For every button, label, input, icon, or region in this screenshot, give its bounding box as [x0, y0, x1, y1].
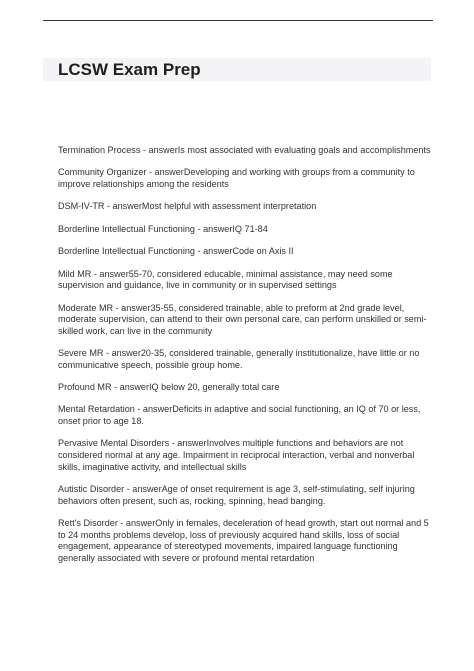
page-title: LCSW Exam Prep	[58, 60, 201, 79]
list-item: Borderline Intellectual Functioning - answerIQ 71-84	[58, 223, 268, 234]
list-item: Community Organizer - answerDeveloping and working with groups from a community to improve relationships among the residents	[58, 167, 415, 189]
list-item: Termination Process - answerIs most associated with evaluating goals and accomplishments	[58, 145, 431, 155]
list-item: Moderate MR - answer35-55, considered trainable, able to preform at 2nd grade level, moderate supervision, can attend to their own personal care, can perform unskilled or semi-skilled work, can live in the community	[58, 302, 427, 336]
list-item: Pervasive Mental Disorders - answerInvolves multiple functions and behaviors are not considered normal at any age. Impairment in reciprocal interaction, verbal and nonverbal skills, imaginative activity, and intellectual skills	[58, 438, 415, 472]
list-item: Severe MR - answer20-35, considered trainable, generally institutionalize, have little or no communicative speech, possible group home.	[58, 348, 420, 370]
list-item: Autistic Disorder - answerAge of onset requirement is age 3, self-stimulating, self injuring behaviors often present, such as, rocking, spinning, head banging.	[58, 484, 415, 506]
list-item: Profound MR - answerIQ below 20, generally total care	[58, 382, 280, 393]
flashcard-list	[58, 145, 433, 575]
header-divider	[43, 20, 433, 21]
list-item: Mental Retardation - answerDeficits in adaptive and social functioning, an IQ of 70 or less, onset prior to age 18.	[58, 404, 421, 427]
list-item: Rett's Disorder - answerOnly in females, deceleration of head growth, start out normal and 5 to 24 months problems develop, loss of previously acquired hand skills, loss of social engagement, appearance of stereotyped movements, impaired language functioning generally associated with severe or profound mental retardation	[58, 518, 429, 563]
list-item: Borderline Intellectual Functioning - answerCode on Axis II	[58, 246, 294, 257]
list-item: Mild MR - answer55-70, considered educable, minimal assistance, may need some supervision and guidance, live in community or in supervised settings	[58, 268, 393, 291]
list-item: DSM-IV-TR - answerMost helpful with assessment interpretation	[58, 201, 317, 212]
